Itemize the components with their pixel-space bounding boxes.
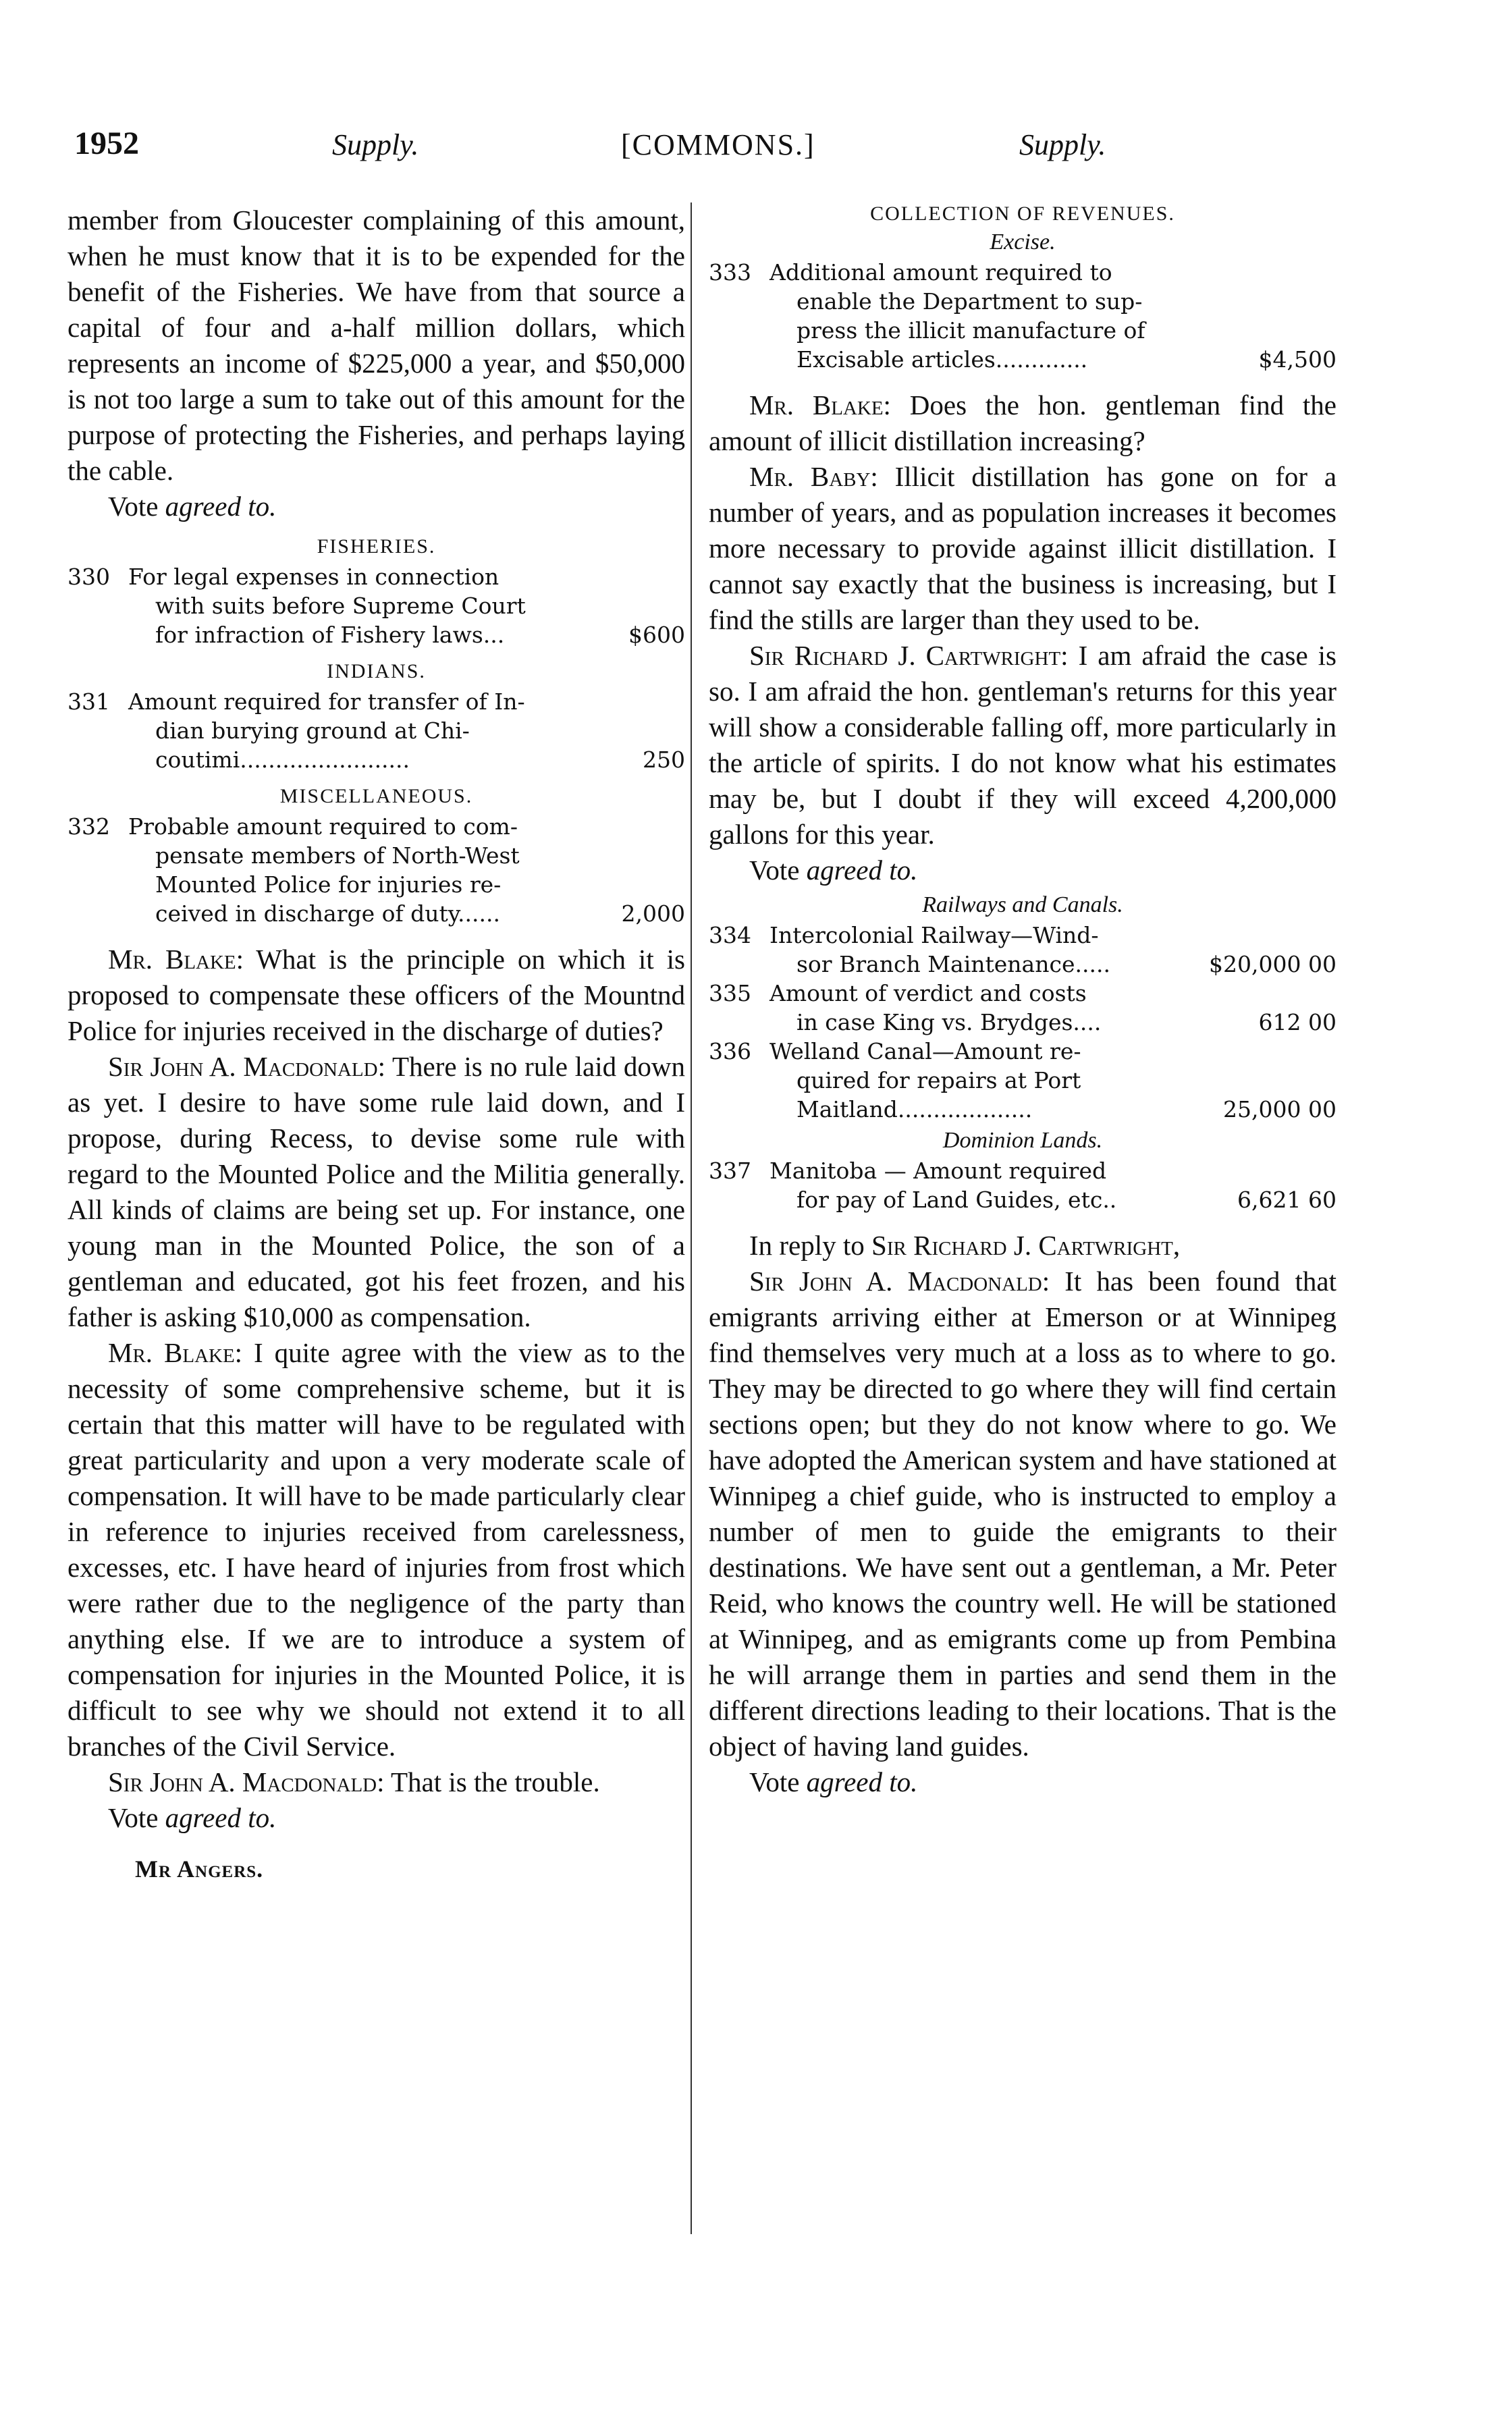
item-line: Mounted Police for injuries re-: [155, 871, 502, 898]
section-heading: MISCELLANEOUS.: [279, 785, 473, 807]
item-line: Manitoba — Amount required: [770, 1158, 1107, 1184]
speech-paragraph: [709, 638, 1336, 852]
running-head-left: Supply.: [332, 128, 419, 161]
item-line: Intercolonial Railway—Wind-: [770, 922, 1099, 948]
item-description: [770, 1156, 1228, 1214]
vote-line: [749, 1764, 1336, 1800]
item-number: 332: [68, 813, 110, 840]
item-number: 331: [68, 688, 110, 715]
estimate-item: [709, 1037, 1336, 1124]
signoff-speaker: Mr Angers.: [135, 1855, 264, 1882]
item-description: [128, 687, 633, 774]
item-line: pensate members of North-West: [155, 842, 520, 869]
item-line: For legal expenses in connection: [128, 564, 500, 590]
item-description: [770, 1037, 1214, 1124]
item-amount: $4,500: [1258, 346, 1336, 373]
item-amount: 612 00: [1258, 1009, 1336, 1035]
item-line: Probable amount required to com-: [128, 813, 518, 840]
speaker-name: Mr. Blake:: [749, 389, 891, 421]
speech-text: It has been found that emigrants arriving either at Emerson or at Winnipeg find themselves very much at a loss as to where to go. They may be directed to go where they will find certain sections open; but they do not know where to go. We have adopted the American system and have stationed at Winnipeg a chief guide, who is instructed to employ a number of men to guide the emigrants to their destinations. We have sent out a gentleman, a Mr. Peter Reid, who knows the country well. He will be stationed at Winnipeg, and as emigrants come up from Pembina he will arrange them in parties and send them in the different directions leading to their locations. That is the object of having land guides.: [709, 1266, 1336, 1762]
item-line: sor Branch Maintenance.....: [796, 951, 1110, 977]
item-line: enable the Department to sup-: [796, 288, 1143, 315]
speaker-name: Sir John A. Macdonald:: [108, 1766, 385, 1797]
item-line: dian burying ground at Chi-: [155, 717, 470, 744]
item-line: with suits before Supreme Court: [155, 593, 526, 619]
item-line: for pay of Land Guides, etc..: [796, 1187, 1117, 1213]
item-amount: $20,000 00: [1209, 951, 1336, 977]
item-line: Amount of verdict and costs: [770, 980, 1087, 1006]
speech-text: That is the trouble.: [391, 1766, 600, 1797]
running-head-center: [COMMONS.]: [621, 128, 815, 161]
speech-paragraph: [709, 1264, 1336, 1764]
item-line: in case King vs. Brydges....: [796, 1009, 1102, 1035]
speech-text: Illicit distillation has gone on for a number of years, and as population increases it becomes more necessary to provide against illicit distillation. I cannot say exactly that the business is increasing, but I find the stills are larger than they used to be.: [709, 461, 1337, 635]
item-number: 330: [68, 564, 110, 590]
estimate-item: [709, 1156, 1336, 1214]
speech-text: I am afraid the case is so. I am afraid the hon. gentleman's returns for this year will show a considerable falling off, more particularly in the article of spirits. I do not know what his estimates may be, but I doubt if they will exceed 4,200,000 gallons for this year.: [709, 640, 1337, 850]
item-amount: 2,000: [621, 900, 685, 927]
item-number: 336: [709, 1038, 751, 1064]
speech-text: Does the hon. gentleman find the amount of illicit distillation increasing?: [709, 389, 1336, 456]
item-description: [128, 812, 612, 928]
item-number: 334: [709, 922, 751, 948]
page-header: [74, 125, 1336, 179]
item-description: [770, 258, 1249, 374]
reply-prefix: In reply to: [749, 1230, 865, 1261]
subsection-heading: Dominion Lands.: [942, 1128, 1103, 1153]
item-line: Welland Canal—Amount re-: [770, 1038, 1081, 1064]
speech-paragraph: [709, 459, 1336, 638]
speech-paragraph: [68, 1049, 685, 1335]
reply-name: Sir Richard J. Cartwright,: [871, 1230, 1181, 1261]
page-number: 1952: [74, 126, 139, 161]
vote-prefix: Vote: [108, 491, 159, 522]
item-number: 337: [709, 1158, 751, 1184]
item-amount: 250: [643, 747, 685, 773]
item-line: coutimi........................: [155, 747, 410, 773]
estimate-item: [68, 562, 685, 649]
item-line: Amount required for transfer of In-: [128, 688, 525, 715]
speaker-name: Sir John A. Macdonald:: [749, 1266, 1050, 1297]
vote-line: [108, 1800, 685, 1836]
vote-result: agreed to.: [165, 1802, 277, 1833]
estimate-item: [709, 979, 1336, 1037]
item-line: Additional amount required to: [770, 259, 1112, 286]
item-line: quired for repairs at Port: [796, 1067, 1081, 1093]
item-line: Excisable articles.............: [796, 346, 1088, 373]
subsection-heading: Excise.: [990, 229, 1056, 254]
speech-paragraph: [709, 387, 1336, 459]
subsection-heading: Railways and Canals.: [922, 892, 1123, 917]
reply-note: [709, 1228, 1336, 1264]
vote-result: agreed to.: [806, 855, 918, 886]
vote-result: agreed to.: [165, 491, 277, 522]
running-head-right: Supply.: [1019, 128, 1106, 161]
item-amount: $600: [628, 622, 685, 648]
speech-text: What is the principle on which it is proposed to compensate these officers of the Mountnd Police for injuries received in the discharge of duties?: [68, 944, 685, 1046]
estimate-item: [709, 258, 1336, 374]
vote-line: [749, 852, 1336, 888]
item-line: press the illicit manufacture of: [796, 317, 1145, 344]
section-heading: INDIANS.: [327, 660, 426, 682]
vote-line: [108, 489, 685, 524]
vote-result: agreed to.: [806, 1766, 918, 1797]
estimate-item: [68, 687, 685, 774]
item-amount: 25,000 00: [1223, 1096, 1336, 1122]
item-description: [128, 562, 619, 649]
speaker-name: Mr. Baby:: [749, 461, 878, 492]
item-number: 335: [709, 980, 751, 1006]
speech-paragraph: [68, 1335, 685, 1764]
speech-text: I quite agree with the view as to the necessity of some comprehensive scheme, but it is certain that this matter will have to be regulated with great particularity and upon a very moderate scale of compensation. It will have to be made particularly clear in reference to injuries received from carelessness, excesses, etc. I have heard of injuries from frost which were rather due to the negligence of the party than anything else. If we are to introduce a system of compensation for injuries in the Mounted Police, it is difficult to see why we should not extend it to all branches of the Civil Service.: [68, 1337, 685, 1762]
paragraph: member from Gloucester complaining of this amount, when he must know that it is to be expended for the benefit of the Fisheries. We have from that source a capital of four and a-half million dollars, which represents an income of $225,000 a year, and $50,000 is not too large a sum to take out of this amount for the purpose of protecting the Fisheries, and perhaps laying the cable.: [68, 205, 685, 486]
speaker-name: Mr. Blake:: [108, 944, 244, 975]
section-heading: COLLECTION OF REVENUES.: [870, 202, 1175, 225]
section-heading: FISHERIES.: [317, 535, 436, 558]
item-number: 333: [709, 259, 751, 286]
item-amount: 6,621 60: [1237, 1187, 1336, 1213]
vote-prefix: Vote: [749, 855, 800, 886]
item-line: ceived in discharge of duty......: [155, 900, 501, 927]
speech-paragraph: [68, 942, 685, 1049]
estimate-item: [709, 921, 1336, 979]
speaker-name: Mr. Blake:: [108, 1337, 243, 1368]
left-column: [68, 202, 685, 1883]
speaker-name: Sir John A. Macdonald:: [108, 1051, 385, 1082]
right-column: [709, 202, 1336, 1800]
item-description: [770, 979, 1249, 1037]
vote-prefix: Vote: [108, 1802, 159, 1833]
speech-paragraph: [68, 1764, 685, 1800]
item-line: Maitland...................: [796, 1096, 1033, 1122]
item-line: for infraction of Fishery laws...: [155, 622, 505, 648]
column-divider: [691, 202, 692, 2234]
speaker-name: Sir Richard J. Cartwright:: [749, 640, 1069, 671]
item-description: [770, 921, 1199, 979]
speech-text: There is no rule laid down as yet. I desire to have some rule laid down, and I propose, during Recess, to devise some rule with regard to the Mounted Police and the Militia generally. All kinds of claims are being set up. For instance, one young man in the Mounted Police, the son of a gentleman and educated, got his feet frozen, and his father is asking $10,000 as compensation.: [68, 1051, 685, 1332]
vote-prefix: Vote: [749, 1766, 800, 1797]
estimate-item: [68, 812, 685, 928]
